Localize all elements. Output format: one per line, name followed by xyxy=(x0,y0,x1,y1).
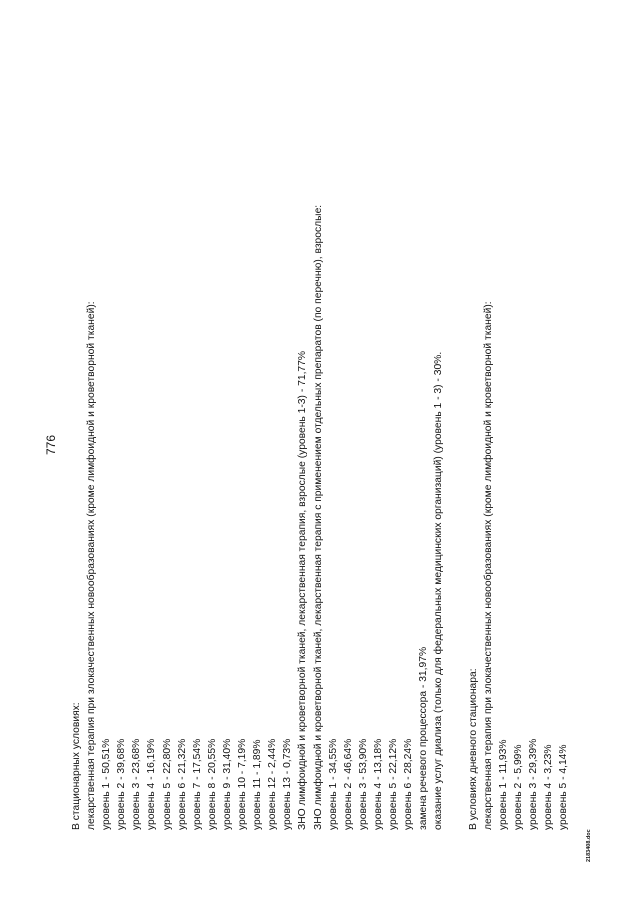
list-item: уровень 2 - 39,68% xyxy=(116,738,128,830)
section-gap xyxy=(446,10,466,830)
stationary-title: В стационарных условиях: xyxy=(71,702,82,830)
list-item: уровень 3 - 23,68% xyxy=(131,738,143,830)
dialysis-line: оказание услуг диализа (только для федеральных медицинских организаций) (уровень 1 - 3) - 30%. xyxy=(433,351,445,830)
list-item: уровень 8 - 20,55% xyxy=(206,738,218,830)
stationary-therapy-header: лекарственная терапия при злокачественных новообразованиях (кроме лимфоидной и кроветворной тканей): xyxy=(86,301,98,830)
list-item: уровень 3 - 29,39% xyxy=(528,738,540,830)
list-item: уровень 5 - 22,12% xyxy=(387,738,399,830)
document-body xyxy=(69,10,589,830)
list-item: уровень 7 - 17,54% xyxy=(191,738,203,830)
list-item: уровень 1 - 34,55% xyxy=(327,738,339,830)
list-item: уровень 4 - 3,23% xyxy=(543,744,555,830)
list-item: уровень 2 - 46,64% xyxy=(342,738,354,830)
day-stationary-therapy-header: лекарственная терапия при злокачественных новообразованиях (кроме лимфоидной и кроветворной тканей): xyxy=(482,301,494,830)
zno-line-1: ЗНО лимфоидной и кроветворной тканей, лекарственная терапия, взрослые (уровень 1-3) - 71,77% xyxy=(297,350,309,830)
list-item: уровень 3 - 53,90% xyxy=(357,738,369,830)
list-item: уровень 6 - 28,24% xyxy=(403,738,415,830)
list-item: уровень 2 - 5,99% xyxy=(513,744,525,830)
zno-line-2: ЗНО лимфоидной и кроветворной тканей, лекарственная терапия с применением отдельных препаратов (по перечню), взрослые: xyxy=(312,204,324,830)
list-item: уровень 10 - 7,19% xyxy=(237,738,249,830)
list-item: уровень 12 - 2,44% xyxy=(267,738,279,830)
list-item: уровень 5 - 4,14% xyxy=(558,744,570,830)
footer-file-code: 2183408.doc xyxy=(586,829,592,862)
list-item: уровень 1 - 11,93% xyxy=(498,739,510,830)
list-item: уровень 13 - 0,73% xyxy=(282,738,294,830)
list-item: уровень 4 - 16,19% xyxy=(146,738,158,830)
list-item: уровень 6 - 21,32% xyxy=(176,738,188,830)
list-item: уровень 1 - 50,51% xyxy=(101,738,113,830)
list-item: уровень 11 - 1,89% xyxy=(252,739,264,830)
day-stationary-title: В условиях дневного стационара: xyxy=(467,668,479,830)
page-number: 776 xyxy=(44,434,58,456)
list-item: уровень 9 - 31,40% xyxy=(221,738,233,830)
list-item: уровень 5 - 22,80% xyxy=(161,738,173,830)
processor-line: замена речевого процессора - 31,97% xyxy=(418,646,430,830)
list-item: уровень 4 - 13,18% xyxy=(372,738,384,830)
